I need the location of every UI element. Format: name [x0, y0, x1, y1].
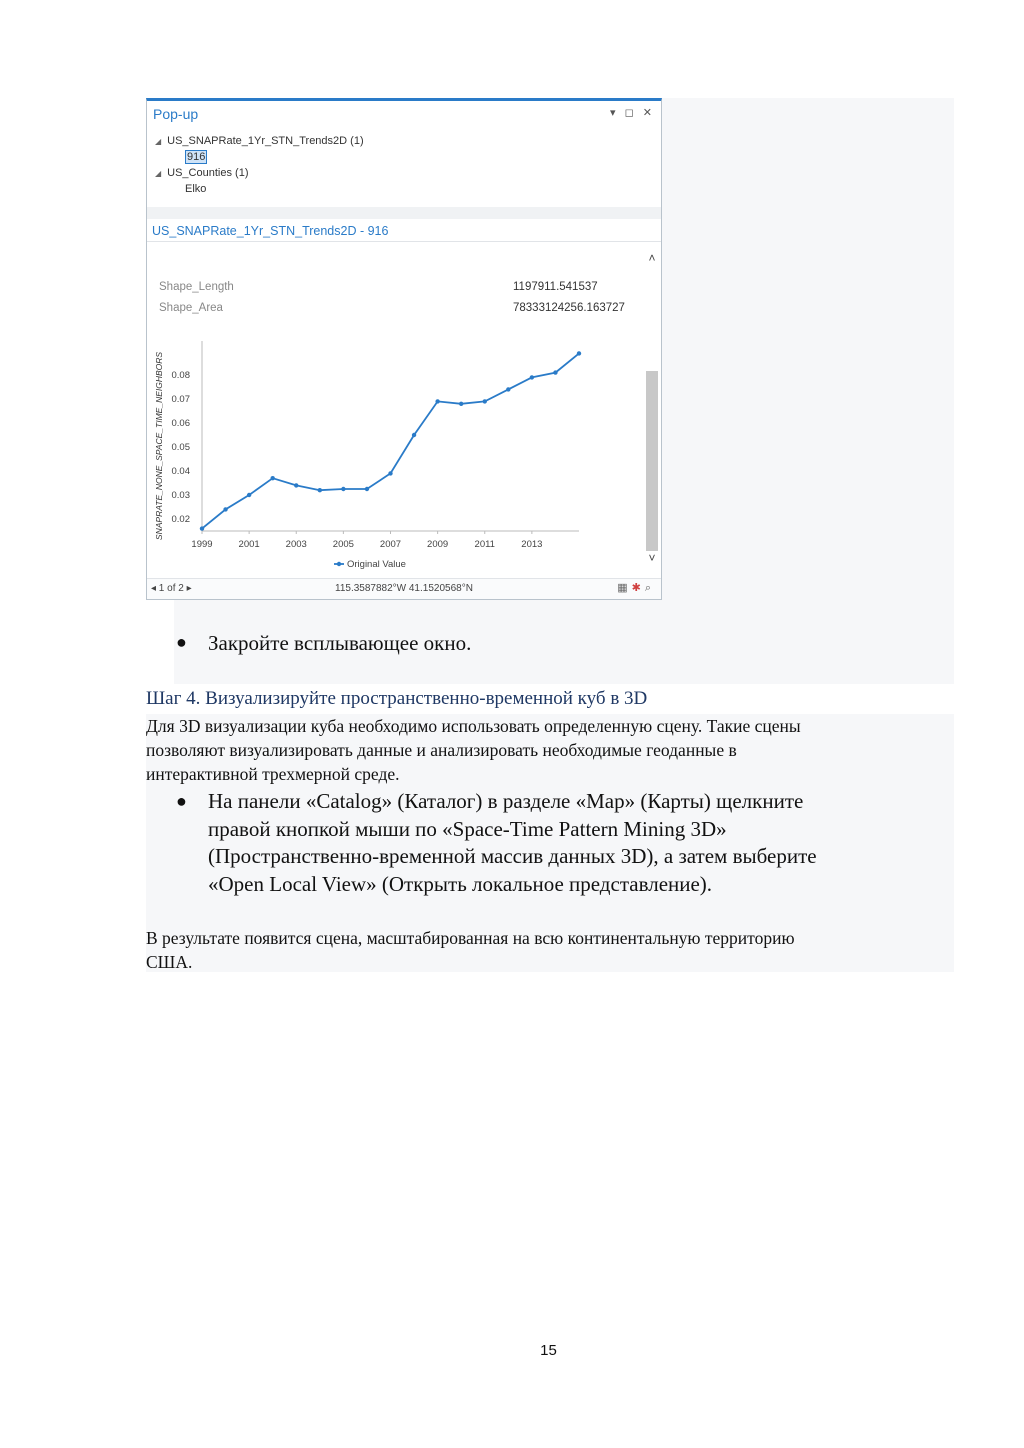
- pager[interactable]: ◂ 1 of 2 ▸: [151, 583, 192, 594]
- data-point: [365, 487, 369, 491]
- data-point: [530, 375, 534, 379]
- layer-count: (1): [235, 167, 249, 179]
- y-tick-label: 0.02: [171, 514, 190, 525]
- data-point: [294, 483, 298, 487]
- bullet-line: «Open Local View» (Открыть локальное представление).: [208, 871, 713, 896]
- divider: [147, 207, 661, 219]
- section-heading: Шаг 4. Визуализируйте пространственно-временной куб в 3D: [146, 688, 648, 709]
- paragraph-line: США.: [146, 952, 193, 972]
- bullet-icon: ●: [176, 791, 187, 811]
- bullet-text: Закройте всплывающее окно.: [208, 631, 472, 655]
- x-tick-label: 1999: [191, 539, 213, 550]
- data-point: [577, 351, 581, 355]
- bullet-icon: ●: [176, 632, 187, 652]
- table-icon[interactable]: ▦: [617, 582, 632, 594]
- data-point: [506, 387, 510, 391]
- data-point: [553, 370, 557, 374]
- bullet-line: правой кнопкой мыши по «Space-Time Pattern Mining 3D»: [208, 816, 727, 841]
- paragraph-line: В результате появится сцена, масштабированная на всю континентальную территорию: [146, 928, 795, 948]
- bullet-line: (Пространственно-временной массив данных 3D), а затем выберите: [208, 844, 817, 868]
- tree-layer-row[interactable]: [155, 167, 249, 179]
- scrollbar-thumb[interactable]: [646, 371, 658, 551]
- coordinates-readout: 115.3587882°W 41.1520568°N: [335, 583, 473, 594]
- x-tick-label: 2011: [474, 539, 495, 550]
- data-point: [435, 399, 439, 403]
- tree-layer-row[interactable]: [155, 135, 364, 147]
- paragraph: [146, 714, 946, 786]
- expand-triangle-icon[interactable]: ◢: [155, 169, 162, 178]
- data-point: [200, 526, 204, 530]
- feature-name[interactable]: Elko: [185, 183, 207, 195]
- data-point: [483, 399, 487, 403]
- background-band: [662, 98, 954, 684]
- legend-label: Original Value: [347, 559, 406, 570]
- paragraph-line: позволяют визуализировать данные и анализировать необходимые геоданные в: [146, 740, 737, 760]
- scrollbar[interactable]: [645, 251, 659, 571]
- zoom-icon[interactable]: ⌕: [644, 582, 655, 594]
- data-point: [388, 471, 392, 475]
- bullet-line: На панели «Catalog» (Каталог) в разделе «Map» (Карты) щелкните: [208, 789, 804, 813]
- y-tick-label: 0.08: [171, 370, 190, 381]
- paragraph-line: Для 3D визуализации куба необходимо использовать определенную сцену. Такие сцены: [146, 716, 801, 736]
- paragraph-line: интерактивной трехмерной среде.: [146, 764, 400, 784]
- line-chart: [147, 331, 637, 581]
- tree-feature-row[interactable]: [185, 183, 206, 195]
- x-tick-label: 2001: [238, 539, 260, 550]
- feature-title: US_SNAPRate_1Yr_STN_Trends2D - 916: [152, 224, 389, 238]
- y-axis-label: SNAPRATE_NONE_SPACE_TIME_NEIGHBORS: [154, 351, 164, 541]
- chevron-up-icon[interactable]: ˄: [648, 251, 656, 265]
- data-point: [223, 507, 227, 511]
- popup-footer: [147, 578, 661, 599]
- y-tick-label: 0.06: [171, 418, 190, 429]
- x-tick-label: 2013: [521, 539, 543, 550]
- layer-count: (1): [350, 135, 364, 147]
- y-tick-label: 0.07: [171, 394, 190, 405]
- x-tick-label: 2009: [427, 539, 449, 550]
- tree-feature-row[interactable]: [185, 151, 207, 163]
- popup-title: Pop-up: [153, 106, 199, 122]
- data-point: [412, 433, 416, 437]
- legend-marker: [337, 562, 341, 566]
- data-point: [270, 476, 274, 480]
- data-point: [247, 493, 251, 497]
- x-tick-label: 2005: [332, 539, 354, 550]
- footer-icons[interactable]: [617, 581, 655, 595]
- x-tick-label: 2003: [285, 539, 307, 550]
- selected-feature[interactable]: 916: [187, 151, 206, 163]
- window-controls[interactable]: ▾ ◻ ✕: [610, 107, 655, 119]
- chevron-down-icon[interactable]: ˅: [648, 551, 656, 565]
- flash-icon[interactable]: ✱: [631, 582, 645, 594]
- attribute-value: 78333124256.163727: [513, 302, 625, 314]
- bullet-text: [208, 788, 948, 898]
- y-tick-label: 0.04: [171, 466, 190, 477]
- data-point: [341, 487, 345, 491]
- attribute-name: Shape_Area: [159, 302, 223, 314]
- layer-name: US_Counties: [167, 167, 232, 179]
- layer-name: US_SNAPRate_1Yr_STN_Trends2D: [167, 135, 348, 147]
- x-tick-label: 2007: [379, 539, 402, 550]
- y-tick-label: 0.03: [171, 490, 190, 501]
- data-point: [318, 488, 322, 492]
- paragraph: [146, 926, 946, 974]
- popup-window: [146, 98, 662, 600]
- attribute-name: Shape_Length: [159, 281, 234, 293]
- page-number: 15: [540, 1342, 557, 1359]
- y-tick-label: 0.05: [171, 442, 190, 453]
- data-point: [459, 402, 463, 406]
- series-line: [202, 353, 579, 528]
- divider: [147, 241, 661, 242]
- attribute-value: 1197911.541537: [513, 281, 598, 293]
- expand-triangle-icon[interactable]: ◢: [155, 137, 162, 146]
